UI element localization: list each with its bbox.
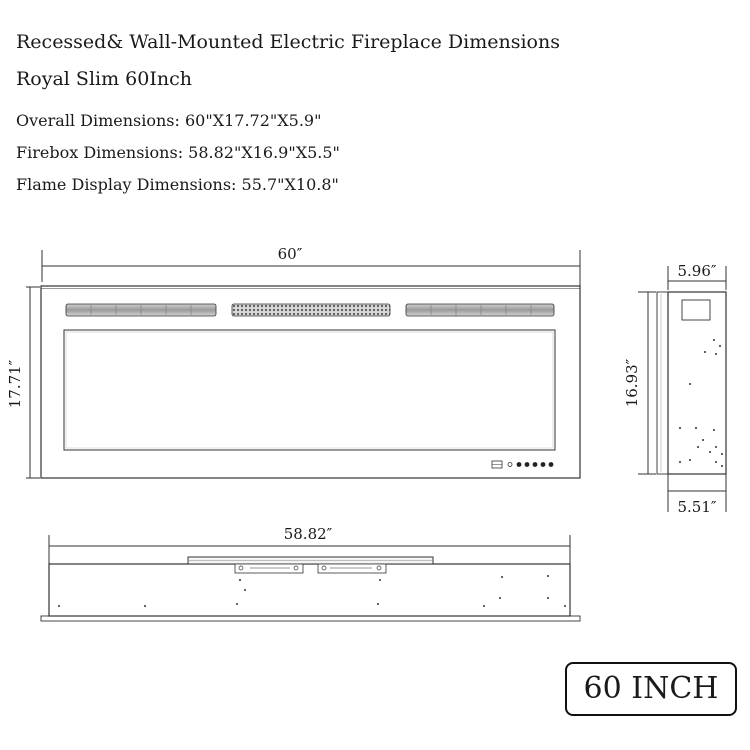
side-screw-marks [679, 339, 723, 467]
diagram-title: Recessed& Wall-Mounted Electric Fireplace Dimensions [16, 31, 560, 53]
side-depth-top-label: 5.96″ [677, 262, 717, 280]
bottom-view [41, 535, 580, 621]
control-button-icon [533, 462, 538, 467]
flame-display-window [64, 330, 555, 450]
bottom-front-frame [41, 616, 580, 621]
sensor-icon [508, 463, 512, 467]
side-depth-bottom-label: 5.51″ [677, 498, 717, 516]
bottom-width-label: 58.82″ [283, 525, 333, 543]
front-view [26, 250, 580, 478]
bottom-body [49, 564, 570, 616]
front-width-label: 60″ [277, 245, 303, 263]
control-button-icon [517, 462, 522, 467]
mounting-bracket-left [235, 564, 303, 573]
right-vent [406, 304, 554, 316]
mounting-bracket-right [318, 564, 386, 573]
bottom-screw-marks [58, 575, 566, 607]
overall-dimensions: Overall Dimensions: 60"X17.72"X5.9" [16, 111, 322, 130]
control-panel [492, 461, 553, 468]
control-button-icon [549, 462, 554, 467]
model-name: Royal Slim 60Inch [16, 68, 192, 90]
side-label-plate [682, 300, 710, 320]
front-height-label: 17.71″ [6, 359, 24, 409]
flame-display-inner-edge [66, 332, 553, 448]
side-front-frame [657, 292, 668, 474]
control-button-icon [541, 462, 546, 467]
side-height-label: 16.93″ [623, 358, 641, 408]
center-mesh-vent [232, 304, 390, 316]
control-button-icon [525, 462, 530, 467]
firebox-dimensions: Firebox Dimensions: 58.82"X16.9"X5.5" [16, 143, 340, 162]
size-badge: 60 INCH [565, 662, 737, 716]
flame-display-dimensions: Flame Display Dimensions: 55.7"X10.8" [16, 175, 339, 194]
side-body [668, 292, 726, 474]
side-view [638, 266, 726, 512]
